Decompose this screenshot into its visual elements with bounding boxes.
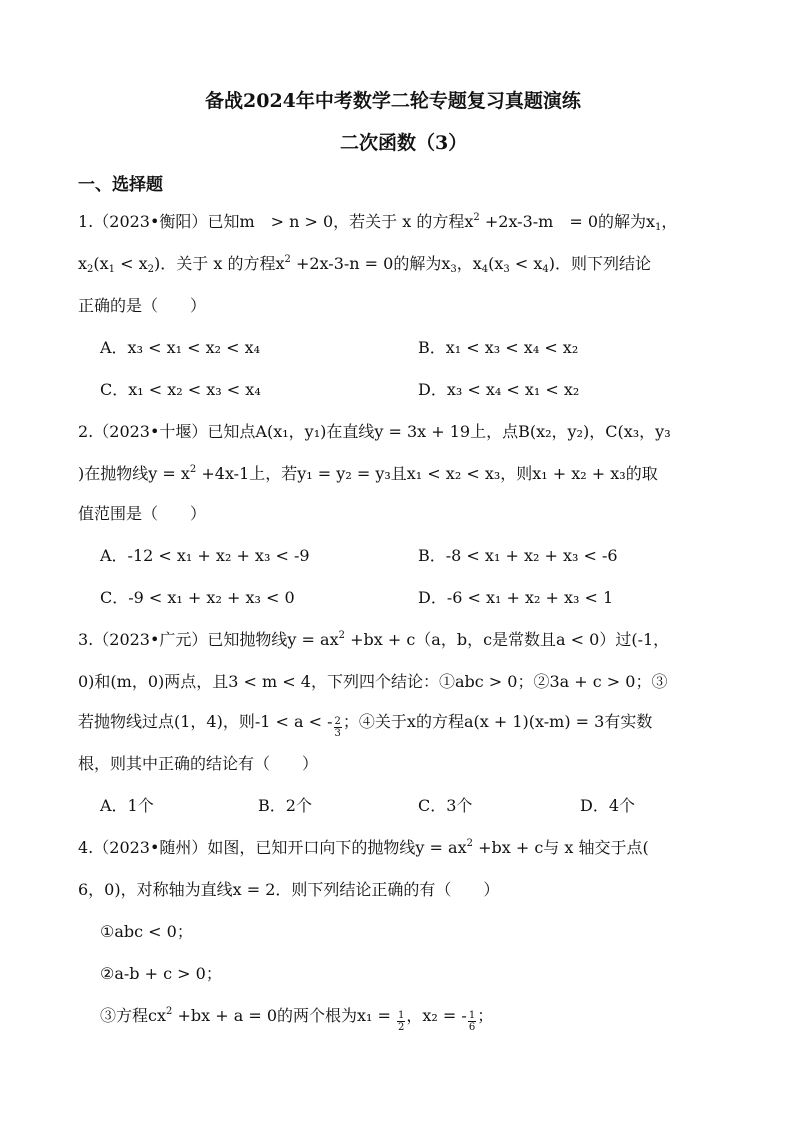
q3-frac-den: 3 (334, 728, 341, 739)
q3-l3-a: 若抛物线过点(1，4)，则-1 < a < - (78, 712, 333, 731)
page-title: 备战2024年中考数学二轮专题复习真题演练 (205, 90, 581, 112)
q2-line3: 值范围是（ ） (78, 504, 207, 523)
q1-source: 1.（2023•衡阳） (78, 212, 208, 231)
q1-l2-s2: 1 (108, 264, 116, 275)
q3-line4: 根，则其中正确的结论有（ ） (78, 754, 319, 773)
q1-option-a[interactable]: A．x₃ < x₁ < x₂ < x₄ (100, 338, 261, 357)
q3-line2: 0)和(m，0)两点，且3 < m < 4，下列四个结论：①abc > 0；②3a + c > 0；③ (78, 672, 668, 691)
q3-line3 (78, 712, 652, 739)
q2-line2 (78, 464, 658, 484)
q1-l2-s7: 4 (542, 264, 549, 275)
q3-l3-b: ；④关于x的方程a(x + 1)(x-m) = 3有实数 (342, 712, 653, 731)
q1-l2-s6: 3 (503, 264, 510, 275)
q4-i3-b: +bx + a = 0的两个根为x₁ = (172, 1006, 397, 1025)
q1-text-c: ， (661, 212, 678, 231)
q3-frac-num: 2 (334, 716, 341, 727)
q1-l2-s1: 2 (87, 264, 94, 275)
q4-l1-b: +bx + c与 x 轴交于点( (472, 838, 649, 857)
q3-l1-b: +bx + c（a，b，c是常数且a < 0）过(-1， (344, 630, 670, 649)
q4-item-1: ①abc < 0； (100, 922, 193, 941)
q1-l2-b: (x (93, 254, 109, 273)
q1-sup: 2 (473, 212, 480, 223)
q1-line3: 正确的是（ ） (78, 296, 207, 315)
q3-line1 (78, 630, 669, 650)
q4-l1-sup: 2 (466, 838, 473, 849)
q3-fraction (334, 716, 342, 739)
q1-l2-a: x (78, 254, 88, 273)
q1-text-a: 已知m > n > 0，若关于 x 的方程x (207, 212, 474, 231)
q1-line2 (78, 254, 651, 274)
q1-l2-h: < x (509, 254, 543, 273)
q2-option-d[interactable]: D．-6 < x₁ + x₂ + x₃ < 1 (418, 588, 614, 607)
q4-item-3 (100, 1006, 493, 1033)
q3-option-b[interactable]: B．2个 (258, 796, 312, 815)
q4-f1-num: 1 (398, 1010, 405, 1021)
q2-l2-b: +4x-1上，若y₁ = y₂ = y₃且x₁ < x₂ < x₃，则x₁ + x₂ + x₃的取 (196, 464, 658, 483)
q1-option-b[interactable]: B．x₁ < x₃ < x₄ < x₂ (418, 338, 579, 357)
q2-l2-sup: 2 (189, 464, 197, 475)
q1-l2-g: (x (488, 254, 504, 273)
q1-l2-e: +2x-3-n = 0的解为x (290, 254, 451, 273)
q4-f2-den: 6 (468, 1022, 476, 1033)
q3-l1-sup: 2 (338, 630, 345, 641)
q3-option-a[interactable]: A．1个 (100, 796, 154, 815)
q3-l1-a: 3.（2023•广元）已知抛物线y = ax (78, 630, 339, 649)
q3-option-d[interactable]: D．4个 (580, 796, 636, 815)
q4-i3-sup: 2 (166, 1006, 173, 1017)
q4-fraction-2 (468, 1010, 476, 1033)
q2-line1: 2.（2023•十堰）已知点A(x₁，y₁)在直线y = 3x + 19上，点B(x₂，y₂)，C(x₃，y₃ (78, 422, 671, 441)
q4-i3-a: ③方程cx (100, 1006, 166, 1025)
q2-option-a[interactable]: A．-12 < x₁ + x₂ + x₃ < -9 (100, 546, 310, 565)
q2-l2-a: )在抛物线y = x (78, 464, 190, 483)
q3-option-c[interactable]: C．3个 (418, 796, 473, 815)
q2-option-b[interactable]: B．-8 < x₁ + x₂ + x₃ < -6 (418, 546, 618, 565)
q1-l2-f: ，x (456, 254, 482, 273)
q1-l2-sup: 2 (284, 254, 291, 265)
q1-l2-d: )．关于 x 的方程x (154, 254, 285, 273)
q1-l2-i: )．则下列结论 (548, 254, 652, 273)
q4-f1-den: 2 (398, 1022, 405, 1033)
q1-l2-s5: 4 (481, 264, 489, 275)
q1-option-d[interactable]: D．x₃ < x₄ < x₁ < x₂ (418, 380, 580, 399)
q1-text-b: +2x-3-m = 0的解为x (479, 212, 656, 231)
q1-l2-s3: 2 (147, 264, 155, 275)
q4-f2-num: 1 (468, 1010, 476, 1021)
q4-line2: 6，0)，对称轴为直线x = 2．则下列结论正确的有（ ） (78, 880, 500, 899)
q4-i3-c: ，x₂ = - (406, 1006, 467, 1025)
q1-l2-c: < x (115, 254, 148, 273)
q1-line1 (78, 212, 677, 232)
q4-fraction-1 (397, 1010, 405, 1033)
q4-line1 (78, 838, 649, 858)
q1-sub: 1 (655, 222, 662, 233)
page-subtitle: 二次函数（3） (340, 132, 468, 154)
q4-l1-a: 4.（2023•随州）如图，已知开口向下的抛物线y = ax (78, 838, 467, 857)
q1-l2-s4: 3 (450, 264, 457, 275)
q4-i3-d: ； (477, 1006, 494, 1025)
q4-item-2: ②a-b + c > 0； (100, 964, 222, 983)
q1-option-c[interactable]: C．x₁ < x₂ < x₃ < x₄ (100, 380, 261, 399)
q2-option-c[interactable]: C．-9 < x₁ + x₂ + x₃ < 0 (100, 588, 295, 607)
section-heading: 一、选择题 (78, 175, 163, 195)
